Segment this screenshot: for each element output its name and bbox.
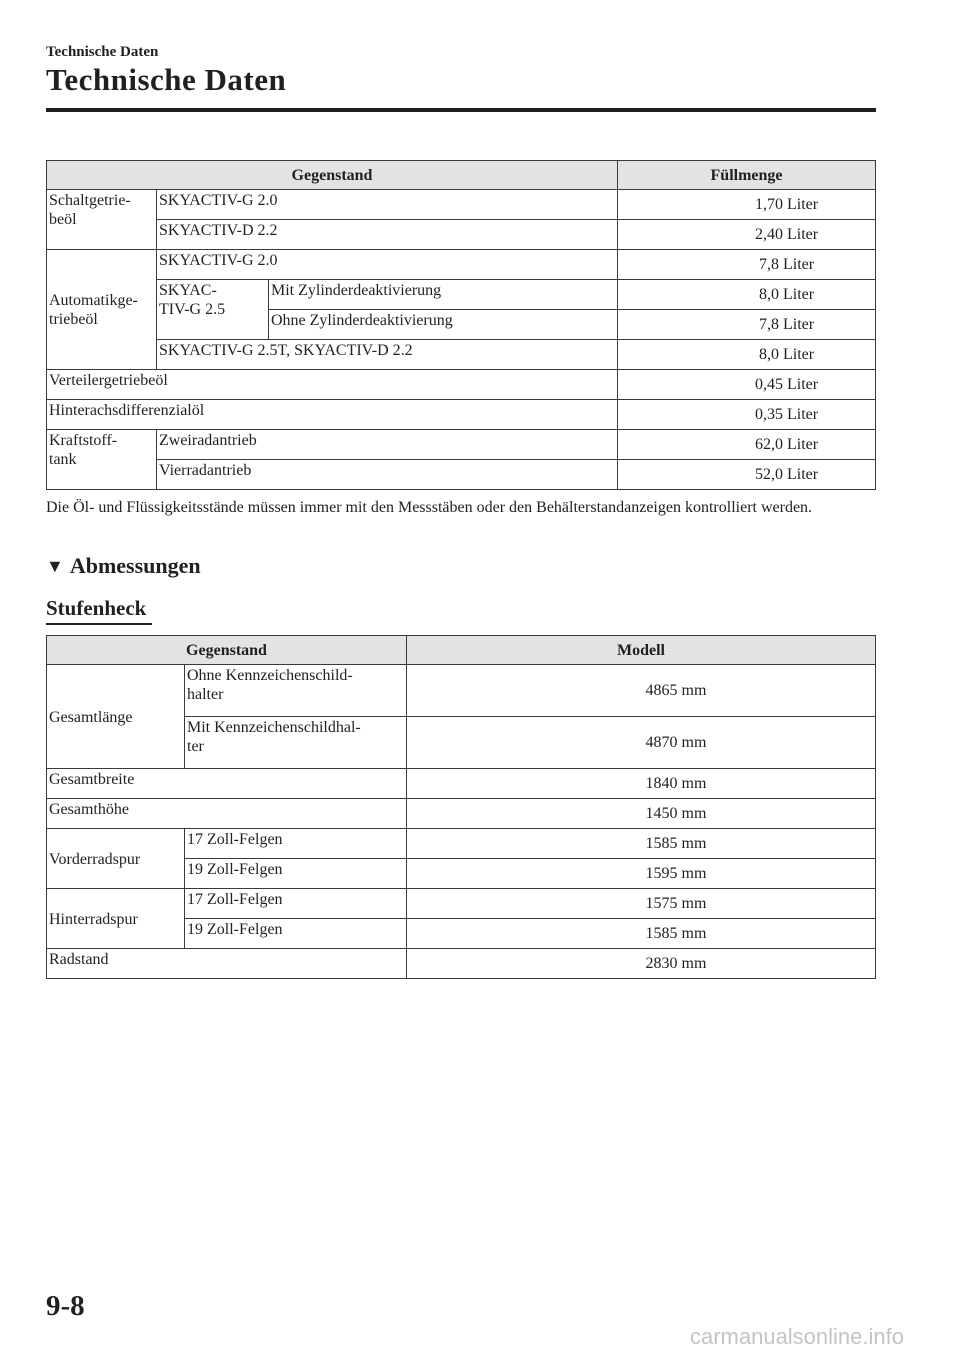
cell-value: 1585 mm xyxy=(407,829,876,859)
cell-value: 1595 mm xyxy=(407,859,876,889)
table-row xyxy=(47,829,876,859)
cell-variant: Ohne Kennzeichenschild- halter xyxy=(185,665,407,717)
table-row xyxy=(47,799,876,829)
section-underline xyxy=(46,623,152,625)
cell-value: 2,40 Liter xyxy=(618,220,876,250)
row-label-manual-gearbox: Schaltgetrie- beöl xyxy=(47,190,157,250)
page-title: Technische Daten xyxy=(46,62,287,97)
cell-value: 7,8 Liter xyxy=(618,250,876,280)
cell-variant: 17 Zoll-Felgen xyxy=(185,829,407,859)
table-row xyxy=(47,400,876,430)
table-row xyxy=(47,250,876,280)
cell-value: 7,8 Liter xyxy=(618,310,876,340)
row-label-overall-height: Gesamthöhe xyxy=(47,799,407,829)
subheading-text: Abmessungen xyxy=(69,553,201,578)
table-row xyxy=(47,460,876,490)
row-label-overall-length: Gesamtlänge xyxy=(47,665,185,769)
table-row xyxy=(47,949,876,979)
cell-value: 52,0 Liter xyxy=(618,460,876,490)
cell-value: 2830 mm xyxy=(407,949,876,979)
row-label-front-track: Vorderradspur xyxy=(47,829,185,889)
column-header-item: Gegenstand xyxy=(47,161,618,190)
table-row xyxy=(47,769,876,799)
table-row xyxy=(47,370,876,400)
cell-value: 1450 mm xyxy=(407,799,876,829)
cell-value: 8,0 Liter xyxy=(618,280,876,310)
cell-drive: Zweiradantrieb xyxy=(157,430,618,460)
row-label-rear-differential: Hinterachsdifferenzialöl xyxy=(47,400,618,430)
page-number: 9-8 xyxy=(46,1290,85,1322)
table-row xyxy=(47,280,876,310)
table-row xyxy=(47,340,876,370)
note-paragraph: Die Öl- und Flüssigkeitsstände müssen immer mit den Messstäben oder den Behälterstandanzeigen kontrolliert werden. xyxy=(46,499,813,516)
table-row xyxy=(47,190,876,220)
watermark: carmanualsonline.info xyxy=(689,1324,904,1349)
cell-value: 4870 mm xyxy=(407,717,876,769)
table-header-row xyxy=(47,161,876,190)
column-header-item: Gegenstand xyxy=(47,636,407,665)
table-header-row xyxy=(47,636,876,665)
cell-value: 0,45 Liter xyxy=(618,370,876,400)
cell-value: 1575 mm xyxy=(407,889,876,919)
row-label-wheelbase: Radstand xyxy=(47,949,407,979)
cell-engine: SKYACTIV-G 2.5T, SKYACTIV-D 2.2 xyxy=(157,340,618,370)
cell-drive: Vierradantrieb xyxy=(157,460,618,490)
cell-engine: SKYACTIV-G 2.0 xyxy=(157,190,618,220)
row-label-fuel-tank: Kraftstoff- tank xyxy=(47,430,157,490)
cell-value: 62,0 Liter xyxy=(618,430,876,460)
cell-value: 1585 mm xyxy=(407,919,876,949)
cell-with-cylinder-deactivation: Mit Zylinderdeaktivierung xyxy=(269,280,618,310)
cell-engine: SKYACTIV-G 2.0 xyxy=(157,250,618,280)
row-label-overall-width: Gesamtbreite xyxy=(47,769,407,799)
cell-value: 8,0 Liter xyxy=(618,340,876,370)
cell-value: 1840 mm xyxy=(407,769,876,799)
cell-variant: 19 Zoll-Felgen xyxy=(185,919,407,949)
row-label-rear-track: Hinterradspur xyxy=(47,889,185,949)
cell-variant: Mit Kennzeichenschildhal- ter xyxy=(185,717,407,769)
cell-value: 4865 mm xyxy=(407,665,876,717)
row-label-transfer-case: Verteilergetriebeöl xyxy=(47,370,618,400)
cell-value: 0,35 Liter xyxy=(618,400,876,430)
table-row xyxy=(47,665,876,717)
running-head: Technische Daten xyxy=(46,44,159,60)
table-row xyxy=(47,220,876,250)
triangle-down-icon: ▼ xyxy=(46,556,64,576)
cell-without-cylinder-deactivation: Ohne Zylinderdeaktivierung xyxy=(269,310,618,340)
subheading-dimensions xyxy=(46,553,201,579)
column-header-fill: Füllmenge xyxy=(618,161,876,190)
title-rule xyxy=(46,108,876,112)
row-label-automatic-gearbox: Automatikge- triebeöl xyxy=(47,250,157,370)
fill-quantity-table xyxy=(46,160,876,490)
table-row xyxy=(47,430,876,460)
cell-variant: 19 Zoll-Felgen xyxy=(185,859,407,889)
table-row xyxy=(47,889,876,919)
dimensions-table xyxy=(46,635,876,979)
cell-value: 1,70 Liter xyxy=(618,190,876,220)
cell-engine: SKYACTIV-D 2.2 xyxy=(157,220,618,250)
column-header-model: Modell xyxy=(407,636,876,665)
cell-variant: 17 Zoll-Felgen xyxy=(185,889,407,919)
section-heading-sedan: Stufenheck xyxy=(46,596,147,620)
cell-engine-g25: SKYAC- TIV-G 2.5 xyxy=(157,280,269,340)
